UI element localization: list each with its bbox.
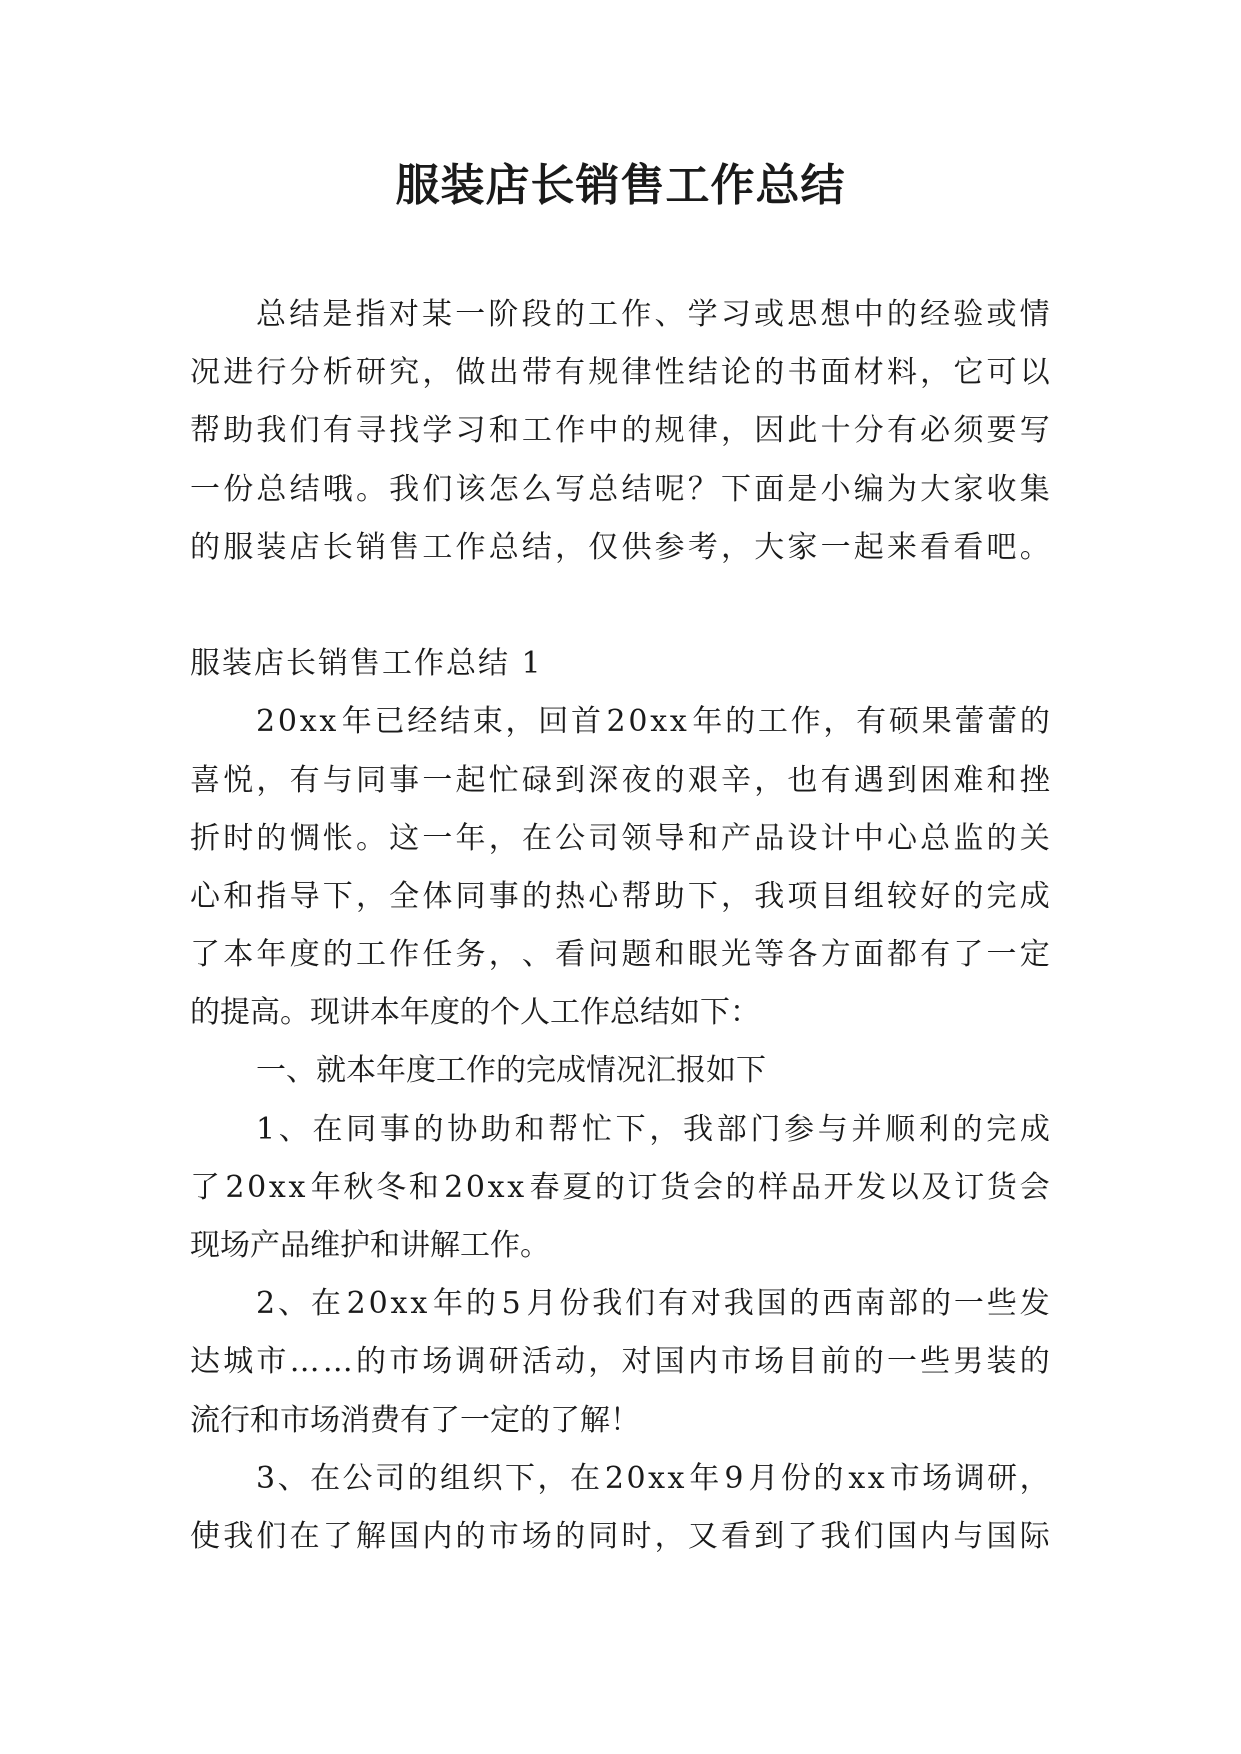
document-title: 服装店长销售工作总结 — [395, 160, 846, 211]
text-line — [190, 286, 1050, 344]
line-text: 2 0 x x 年 已 经 结 束 ， 回 首 2 0 x x 年 的 工 作 ， 有 硕 果 蕾 蕾 的 — [256, 704, 1050, 740]
text-line — [190, 1333, 1050, 1391]
text-line — [190, 402, 1050, 460]
text-line — [190, 1392, 1050, 1450]
line-text: 现场产品维护和讲解工作。 — [190, 1228, 550, 1263]
line-text: 3 、 在 公 司 的 组 织 下 ， 在 2 0 x x 年 9 月 份 的 x x 市 场 调 研 ， — [256, 1460, 1050, 1496]
line-text: 况 进 行 分 析 研 究 ， 做 出 带 有 规 律 性 结 论 的 书 面 材 料 ， 它 可 以 — [190, 355, 1050, 391]
text-line — [190, 810, 1050, 868]
text-line — [190, 1275, 1050, 1333]
line-text: 达 城 市 … … 的 市 场 调 研 活 动 ， 对 国 内 市 场 目 前 的 一 些 男 装 的 — [190, 1344, 1050, 1380]
line-text: 的 服 装 店 长 销 售 工 作 总 结 ， 仅 供 参 考 ， 大 家 一 起 来 看 看 吧 。 — [190, 529, 1050, 565]
item-3 — [190, 1450, 1050, 1566]
text-line — [190, 984, 1050, 1042]
text-line — [190, 693, 1050, 751]
text-line — [190, 519, 1050, 577]
text-line — [190, 868, 1050, 926]
line-text: 1 、 在 同 事 的 协 助 和 帮 忙 下 ， 我 部 门 参 与 并 顺 利 的 完 成 — [256, 1111, 1050, 1147]
section-heading: 服装店长销售工作总结 1 — [190, 646, 543, 682]
text-line — [190, 1508, 1050, 1566]
text-line — [190, 1450, 1050, 1508]
text-line — [190, 1159, 1050, 1217]
line-text: 流行和市场消费有了一定的了解！ — [190, 1402, 640, 1438]
line-text: 一 份 总 结 哦 。 我 们 该 怎 么 写 总 结 呢 ？ 下 面 是 小 编 为 大 家 收 集 — [190, 471, 1050, 507]
intro-paragraph — [190, 286, 1050, 577]
text-line — [190, 461, 1050, 519]
paragraph-1 — [190, 693, 1050, 1042]
text-line — [190, 344, 1050, 402]
text-line — [190, 926, 1050, 984]
blank-line — [190, 577, 1050, 635]
line-text: 2 、 在 2 0 x x 年 的 5 月 份 我 们 有 对 我 国 的 西 南 部 的 一 些 发 — [256, 1286, 1050, 1322]
line-text: 心 和 指 导 下 ， 全 体 同 事 的 热 心 帮 助 下 ， 我 项 目 组 较 好 的 完 成 — [190, 878, 1050, 914]
line-text: 喜 悦 ， 有 与 同 事 一 起 忙 碌 到 深 夜 的 艰 辛 ， 也 有 遇 到 困 难 和 挫 — [190, 762, 1050, 798]
item-2 — [190, 1275, 1050, 1450]
subheading — [190, 1042, 1050, 1100]
text-line — [190, 1217, 1050, 1275]
line-text: 的提高。现讲本年度的个人工作总结如下： — [190, 995, 760, 1031]
subheading-text: 一、就本年度工作的完成情况汇报如下 — [256, 1053, 766, 1089]
line-text: 帮 助 我 们 有 寻 找 学 习 和 工 作 中 的 规 律 ， 因 此 十 分 有 必 须 要 写 — [190, 413, 1050, 449]
line-text: 了 本 年 度 的 工 作 任 务 ， 、 看 问 题 和 眼 光 等 各 方 面 都 有 了 一 定 — [190, 937, 1050, 973]
line-text: 折 时 的 惆 怅 。 这 一 年 ， 在 公 司 领 导 和 产 品 设 计 中 心 总 监 的 关 — [190, 820, 1050, 856]
document-body — [190, 286, 1050, 1566]
item-1 — [190, 1101, 1050, 1276]
line-text: 了 2 0 x x 年 秋 冬 和 2 0 x x 春 夏 的 订 货 会 的 样 品 开 发 以 及 订 货 会 — [190, 1169, 1050, 1205]
text-line — [190, 752, 1050, 810]
line-text: 总 结 是 指 对 某 一 阶 段 的 工 作 、 学 习 或 思 想 中 的 经 验 或 情 — [256, 297, 1050, 332]
text-line — [190, 1101, 1050, 1159]
line-text: 使 我 们 在 了 解 国 内 的 市 场 的 同 时 ， 又 看 到 了 我 们 国 内 与 国 际 — [190, 1518, 1050, 1554]
